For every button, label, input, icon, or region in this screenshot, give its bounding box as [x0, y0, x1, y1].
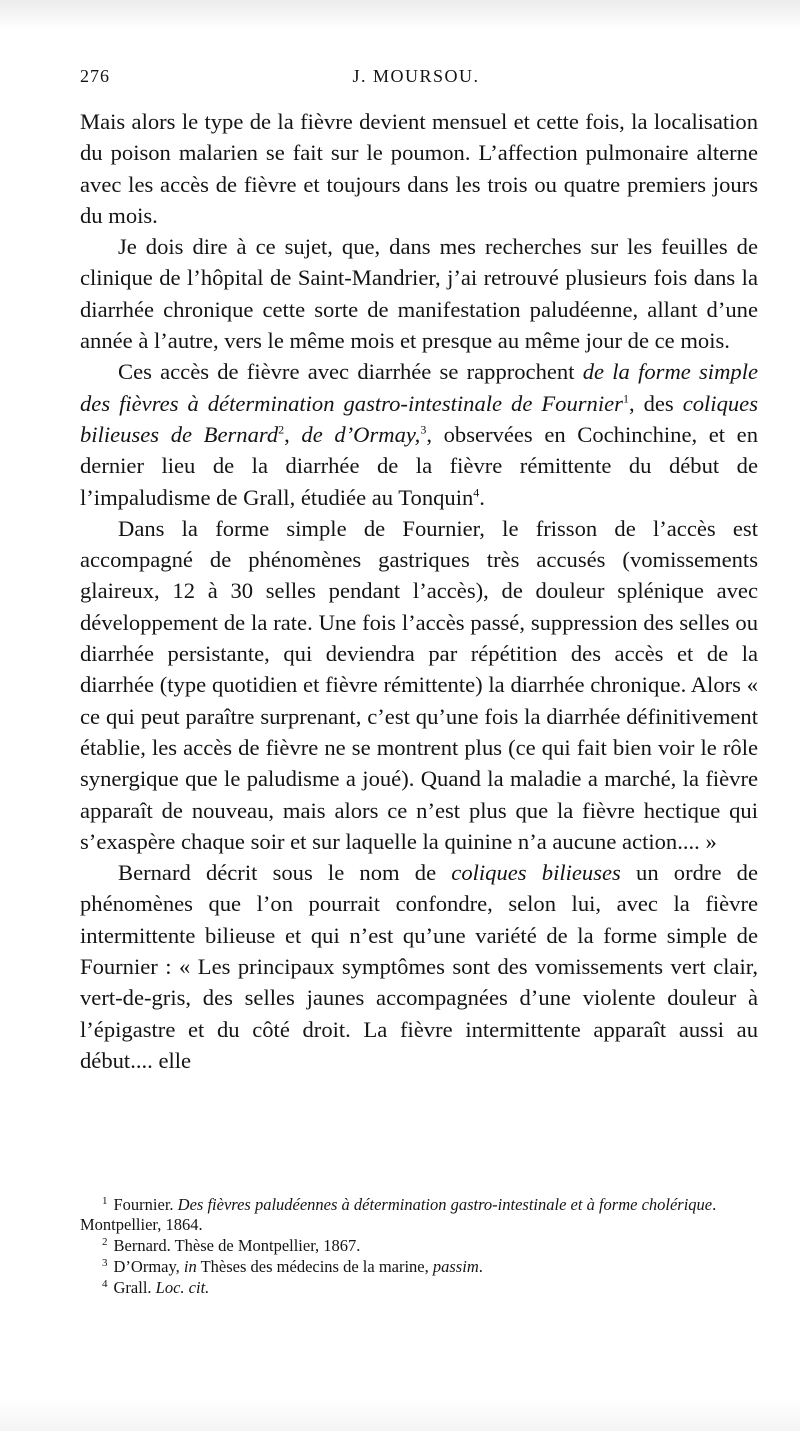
- paragraph-5: [80, 857, 758, 1076]
- footnote-1-post: . Montpellier, 1864.: [80, 1195, 717, 1234]
- paragraph-2: Je dois dire à ce sujet, que, dans mes recherches sur les feuilles de clinique de l’hôpital de Saint-Mandrier, j’ai retrouvé plusieurs fois dans la diarrhée chronique cette sorte de manifestation paludéenne, allant d’une année à l’autre, vers le même mois et presque au même jour de ce mois.: [80, 234, 758, 354]
- p5-text-a: Bernard décrit sous le nom de: [118, 860, 452, 886]
- main-text: [80, 106, 758, 1076]
- paragraph-1: Mais alors le type de la fièvre devient mensuel et cette fois, la localisation du poison malarien se fait sur le poumon. L’affection pulmonaire alterne avec les accès de fièvre et toujours dans les trois ou quatre premiers jours du mois.: [80, 109, 758, 228]
- footnote-ref-1: 1: [622, 391, 629, 406]
- p3-italic-bernard: coliques bilieuses de Bernard: [80, 390, 758, 447]
- p5-text-c: un ordre de phénomènes que l’on pourrait confondre, selon lui, avec la fièvre intermittente bilieuse et qui n’est qu’une variété de la forme simple de Fournier : « Les principaux symptômes sont des vomissements vert clair, vert-de-gris, des selles jaunes accompagnées d’une violente douleur à l’épigastre et du côté droit. La fièvre intermittente apparaît aussi au début.... elle: [80, 860, 758, 1073]
- page-number: 276: [80, 66, 110, 86]
- p3-text-g: , observées en Cochinchine, et en dernier lieu de la diarrhée de la fièvre rémittente du début de l’impaludisme de Grall, étudiée au Tonquin: [80, 421, 759, 510]
- footnote-3-in: in: [183, 1257, 197, 1276]
- footnote-mark-1: 1: [102, 1194, 108, 1207]
- footnote-4: [80, 1278, 760, 1298]
- p3-italic-fournier: de la forme simple des fièvres à détermination gastro-intestinale de Fournier: [80, 359, 758, 416]
- footnote-4-pre: Grall.: [113, 1278, 156, 1297]
- footnote-ref-2: 2: [278, 422, 285, 437]
- footnote-4-loc: Loc. cit.: [155, 1278, 210, 1297]
- p3-text-e: ,: [284, 421, 302, 447]
- p3-italic-ormay: de d’Ormay,: [301, 421, 421, 447]
- running-head: J. MOURSOU.: [352, 66, 480, 86]
- footnote-2: [80, 1236, 760, 1256]
- footnote-3-pre: D’Ormay,: [113, 1257, 184, 1276]
- footnote-1-title: Des fièvres paludéennes à détermination gastro-intestinale et à forme cholérique: [177, 1195, 713, 1214]
- footnote-1: [80, 1195, 760, 1235]
- footnote-mark-2: 2: [102, 1235, 108, 1248]
- p3-text-c: , des: [628, 390, 683, 416]
- footnote-ref-4: 4: [473, 485, 480, 500]
- footnote-1-pre: Fournier.: [113, 1195, 178, 1214]
- footnote-2-pre: Bernard. Thèse de Montpellier, 1867.: [113, 1236, 361, 1255]
- paragraph-4: Dans la forme simple de Fournier, le frisson de l’accès est accompagné de phénomènes gastriques très accusés (vomissements glaireux, 12 à 30 selles pendant l’accès), de douleur splénique avec développement de la rate. Une fois l’accès passé, suppression des selles ou diarrhée persistante, qui deviendra par répétition des accès et de la diarrhée (type quotidien et fièvre rémittente) la diarrhée chronique. Alors « ce qui peut paraître surprenant, c’est qu’une fois la diarrhée définitivement établie, les accès de fièvre ne se montrent plus (ce qui fait bien voir le rôle synergique que le paludisme a joué). Quand la maladie a marché, la fièvre apparaît de nouveau, mais alors ce n’est plus que la fièvre hectique qui s’exaspère chaque soir et sur laquelle la quinine n’a aucune action.... »: [80, 515, 758, 854]
- footnote-3-post2: .: [478, 1257, 483, 1276]
- p5-italic-coliques: coliques bilieuses: [451, 860, 621, 886]
- p3-text-h: .: [479, 484, 485, 510]
- footnote-3-post: Thèses des médecins de la marine,: [196, 1257, 433, 1276]
- footnotes: [80, 1195, 760, 1299]
- page-header: [80, 66, 752, 96]
- paragraph-3: [80, 356, 758, 512]
- p3-text-a: Ces accès de fièvre avec diarrhée se rapprochent: [118, 359, 583, 385]
- footnote-mark-3: 3: [102, 1256, 108, 1269]
- footnote-ref-3: 3: [420, 422, 427, 437]
- footnote-3-passim: passim: [432, 1257, 479, 1276]
- footnote-3: [80, 1257, 760, 1277]
- footnote-mark-4: 4: [102, 1277, 108, 1290]
